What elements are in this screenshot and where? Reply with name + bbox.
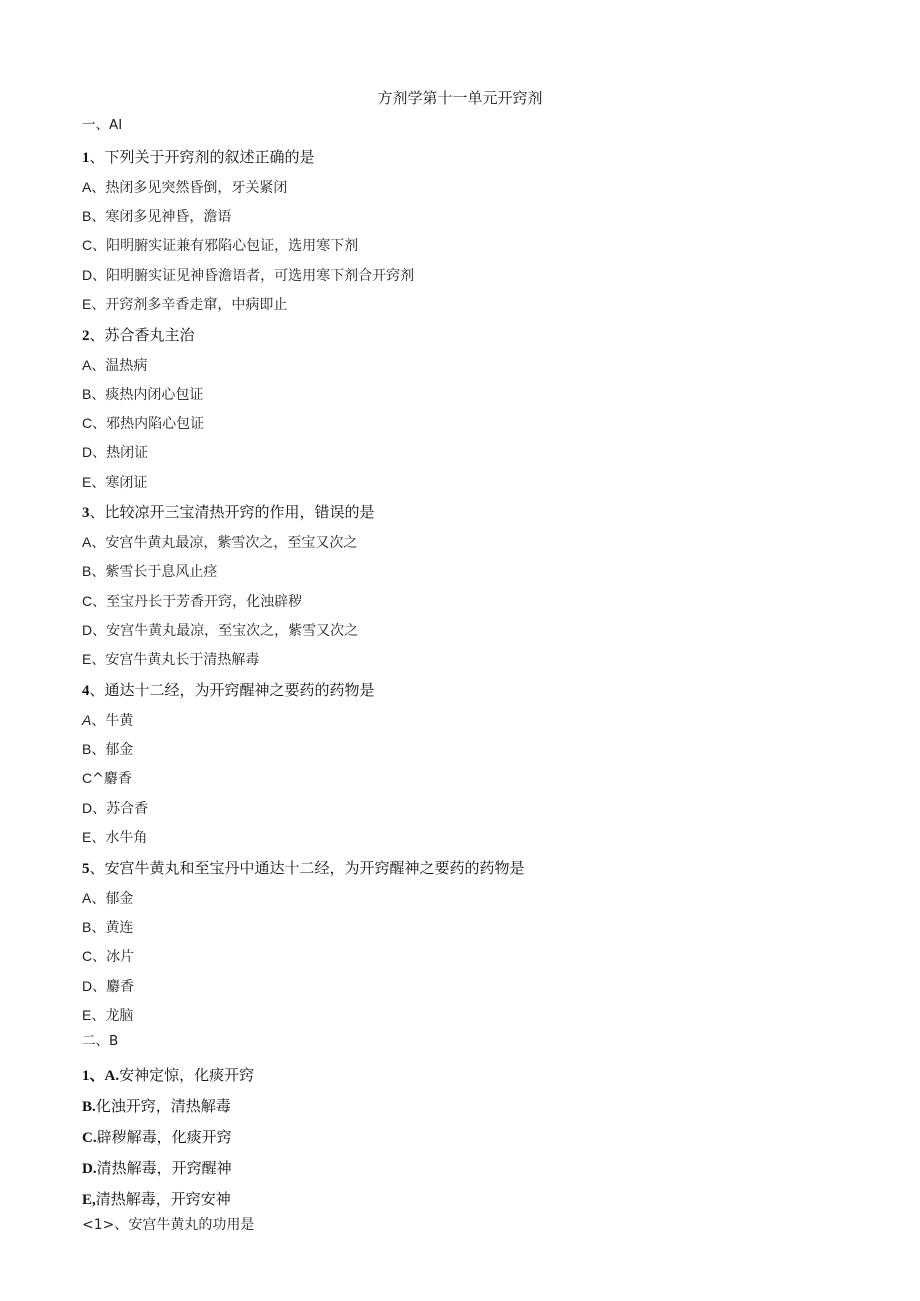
option-separator: 、 xyxy=(91,830,106,846)
option-separator: 、 xyxy=(92,979,107,995)
option-letter: D xyxy=(82,267,93,283)
option-letter: D xyxy=(82,800,93,816)
option-separator: 、 xyxy=(92,445,107,461)
b-option-prefix: C. xyxy=(82,1130,97,1146)
option-separator: 、 xyxy=(91,387,106,403)
option-1c xyxy=(82,236,358,256)
b-option-text: 清热解毒，开窍醒神 xyxy=(96,1159,232,1177)
b-option-prefix: B. xyxy=(82,1099,96,1115)
question-text: 苏合香丸主治 xyxy=(104,326,195,344)
option-1e xyxy=(82,295,287,315)
option-letter: B xyxy=(82,208,92,224)
option-text: 郁金 xyxy=(105,742,134,758)
question-separator: 、 xyxy=(89,503,105,521)
option-text: 黄连 xyxy=(105,920,134,936)
b-option-text: 清热解毒，开窍安神 xyxy=(95,1190,231,1208)
option-letter: E xyxy=(82,296,92,312)
option-text: 郁金 xyxy=(105,891,134,907)
option-5b xyxy=(82,918,133,938)
option-letter: B xyxy=(82,563,92,579)
option-3c xyxy=(82,592,302,612)
option-separator: 、 xyxy=(92,949,107,965)
sub-question-text: 、安宫牛黄丸的功用是 xyxy=(114,1217,255,1233)
option-1d xyxy=(82,266,414,286)
section-heading-b: 二、B xyxy=(82,1033,119,1049)
section-heading-a1: 一、AI xyxy=(82,117,123,133)
option-2a xyxy=(82,356,147,376)
question-3 xyxy=(82,502,375,523)
option-5c xyxy=(82,947,134,967)
option-text: 安宫牛黄丸最凉，紫雪次之，至宝又次之 xyxy=(105,535,358,551)
option-text: 邪热内陷心包证 xyxy=(106,416,205,432)
question-separator: 、 xyxy=(89,148,105,166)
option-separator: 、 xyxy=(91,564,106,580)
option-letter: E xyxy=(82,651,92,667)
option-text: 紫雪长于息风止痉 xyxy=(105,564,218,580)
option-separator: 、 xyxy=(92,594,107,610)
option-text: 牛黄 xyxy=(105,713,134,729)
option-letter: C xyxy=(82,770,93,786)
question-text: 比较凉开三宝清热开窍的作用，错误的是 xyxy=(104,503,375,521)
question-number: 3 xyxy=(82,505,90,521)
question-number: 5 xyxy=(82,861,90,877)
option-4a xyxy=(82,711,133,731)
option-separator: ^ xyxy=(92,771,104,787)
option-letter: B xyxy=(82,741,92,757)
page-title: 方剂学第十一单元开窍剂 xyxy=(377,89,543,107)
option-separator: 、 xyxy=(91,891,106,907)
question-number: 4 xyxy=(82,683,90,699)
option-4d xyxy=(82,799,148,819)
sub-question-1 xyxy=(82,1216,254,1235)
question-number: 2 xyxy=(82,328,90,344)
option-separator: 、 xyxy=(91,713,106,729)
option-letter: E xyxy=(82,1007,92,1023)
option-text: 安宫牛黄丸长于清热解毒 xyxy=(105,652,260,668)
option-letter: A xyxy=(82,357,92,373)
option-text: 龙脑 xyxy=(105,1008,134,1024)
option-separator: 、 xyxy=(92,801,107,817)
option-text: 阳明腑实证兼有邪陷心包证，选用寒下剂 xyxy=(106,238,359,254)
b-option-e xyxy=(82,1189,231,1210)
option-separator: 、 xyxy=(91,652,106,668)
option-text: 寒闭证 xyxy=(105,475,148,491)
option-text: 冰片 xyxy=(106,949,135,965)
option-4e xyxy=(82,828,147,848)
b-option-d xyxy=(82,1158,232,1179)
question-5 xyxy=(82,858,525,879)
b-option-text: 安神定惊，化痰开窍 xyxy=(119,1066,255,1084)
option-separator: 、 xyxy=(91,209,106,225)
option-separator: 、 xyxy=(91,297,106,313)
option-separator: 、 xyxy=(92,238,107,254)
option-separator: 、 xyxy=(92,416,107,432)
option-text: 寒闭多见神昏，澹语 xyxy=(105,209,232,225)
option-3b xyxy=(82,562,217,582)
option-text: 至宝丹长于芳香开窍，化浊辟秽 xyxy=(106,594,303,610)
option-letter: D xyxy=(82,444,93,460)
option-separator: 、 xyxy=(92,268,107,284)
b-option-prefix: E, xyxy=(82,1192,96,1208)
option-separator: 、 xyxy=(92,623,107,639)
option-letter: C xyxy=(82,415,93,431)
option-text: 开窍剂多辛香走窜，中病即止 xyxy=(105,297,288,313)
option-letter: E xyxy=(82,474,92,490)
option-letter: A xyxy=(82,534,92,550)
option-separator: 、 xyxy=(91,358,106,374)
option-2c xyxy=(82,414,204,434)
option-text: 阳明腑实证见神昏澹语者，可选用寒下剂合开窍剂 xyxy=(106,268,415,284)
option-letter: C xyxy=(82,948,93,964)
b-option-c xyxy=(82,1127,232,1148)
question-text: 安宫牛黄丸和至宝丹中通达十二经，为开窍醒神之要药的药物是 xyxy=(104,859,525,877)
option-text: 麝香 xyxy=(103,771,132,787)
question-text: 下列关于开窍剂的叙述正确的是 xyxy=(104,148,315,166)
option-5a xyxy=(82,889,133,909)
option-1b xyxy=(82,207,231,227)
option-text: 苏合香 xyxy=(106,801,149,817)
option-letter: A xyxy=(82,712,92,728)
option-letter: A xyxy=(82,890,92,906)
option-letter: B xyxy=(82,386,92,402)
option-4b xyxy=(82,740,133,760)
option-separator: 、 xyxy=(91,180,106,196)
question-4 xyxy=(82,680,375,701)
option-separator: 、 xyxy=(91,535,106,551)
option-letter: D xyxy=(82,978,93,994)
b-option-a xyxy=(82,1065,254,1086)
b-option-text: 化浊开窍，清热解毒 xyxy=(95,1097,231,1115)
question-separator: 、 xyxy=(89,859,105,877)
question-separator: 、 xyxy=(89,681,105,699)
option-3a xyxy=(82,533,357,553)
option-2d xyxy=(82,443,148,463)
question-separator: 、 xyxy=(89,326,105,344)
option-2e xyxy=(82,473,147,493)
question-2 xyxy=(82,325,195,346)
b-option-text: 辟秽解毒，化痰开窍 xyxy=(96,1128,232,1146)
b-option-b xyxy=(82,1096,231,1117)
sub-question-prefix: <1> xyxy=(82,1217,115,1233)
option-letter: B xyxy=(82,919,92,935)
option-1a xyxy=(82,178,287,198)
option-text: 水牛角 xyxy=(105,830,148,846)
option-text: 温热病 xyxy=(105,358,148,374)
option-separator: 、 xyxy=(91,1008,106,1024)
option-text: 麝香 xyxy=(106,979,135,995)
option-letter: C xyxy=(82,593,93,609)
question-number: 1 xyxy=(82,150,90,166)
option-3e xyxy=(82,650,259,670)
option-text: 痰热内闭心包证 xyxy=(105,387,204,403)
b-option-prefix: D. xyxy=(82,1161,97,1177)
b-option-prefix: 1、A. xyxy=(82,1068,120,1084)
option-letter: D xyxy=(82,622,93,638)
question-text: 通达十二经，为开窍醒神之要药的药物是 xyxy=(104,681,375,699)
option-separator: 、 xyxy=(91,920,106,936)
option-text: 热闭多见突然昏倒，牙关紧闭 xyxy=(105,180,288,196)
option-text: 安宫牛黄丸最凉，至宝次之，紫雪又次之 xyxy=(106,623,359,639)
option-letter: A xyxy=(82,179,92,195)
option-5d xyxy=(82,977,134,997)
option-2b xyxy=(82,385,203,405)
option-separator: 、 xyxy=(91,475,106,491)
option-letter: E xyxy=(82,829,92,845)
option-separator: 、 xyxy=(91,742,106,758)
option-4c xyxy=(82,769,132,789)
option-3d xyxy=(82,621,358,641)
option-text: 热闭证 xyxy=(106,445,149,461)
question-1 xyxy=(82,147,315,168)
option-5e xyxy=(82,1006,133,1026)
option-letter: C xyxy=(82,237,93,253)
